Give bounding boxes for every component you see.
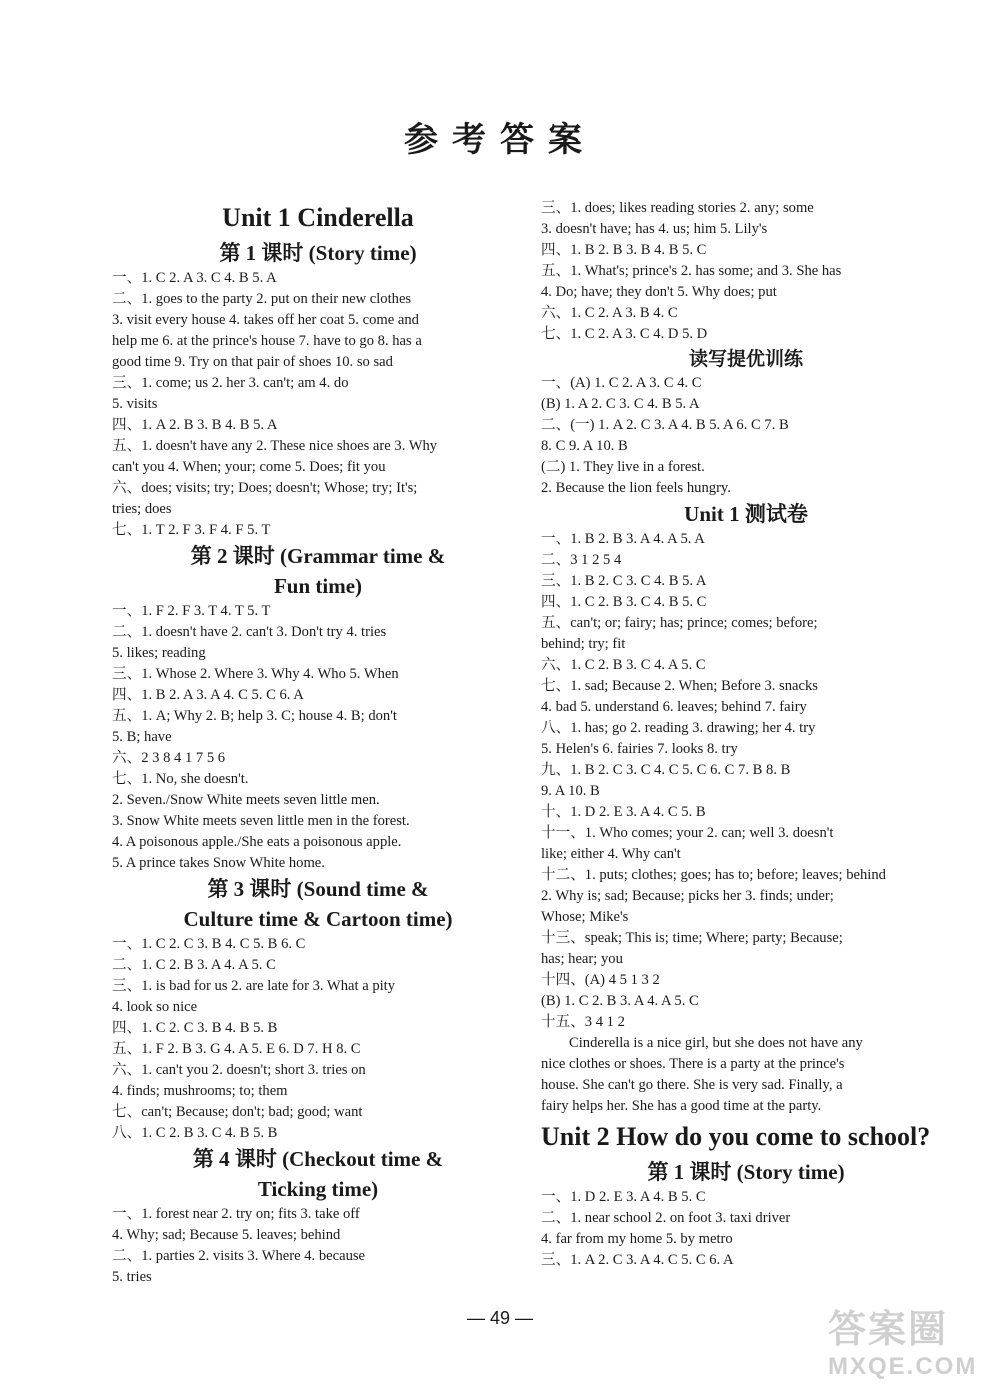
lesson-heading: 第 1 课时 (Story time) (647, 1160, 845, 1184)
answer-line: 四、1. A 2. B 3. B 4. B 5. A (112, 417, 278, 433)
answer-line: 5. visits (112, 396, 158, 412)
lesson-heading: 第 3 课时 (Sound time & (207, 877, 429, 901)
answer-line: 一、1. forest near 2. try on; fits 3. take off (112, 1206, 360, 1222)
lesson-heading: Unit 1 测试卷 (684, 502, 808, 526)
lesson-heading: Ticking time) (257, 1177, 379, 1201)
answer-line: 六、1. can't you 2. doesn't; short 3. tries on (112, 1062, 366, 1078)
page-number: — 49 — (466, 1308, 534, 1328)
answer-line: 2. Because the lion feels hungry. (541, 480, 731, 496)
watermark-logo-text: 答案圈 (828, 1307, 949, 1351)
answer-line: like; either 4. Why can't (541, 846, 681, 862)
answer-line: 十五、3 4 1 2 (541, 1014, 625, 1030)
answer-line: 八、1. has; go 2. reading 3. drawing; her 4. try (541, 720, 816, 736)
answer-line: 五、1. A; Why 2. B; help 3. C; house 4. B; don't (112, 708, 397, 724)
answer-line: 二、3 1 2 5 4 (541, 552, 622, 568)
answer-line: 二、1. C 2. B 3. A 4. A 5. C (112, 957, 276, 973)
answer-line: 二、(一) 1. A 2. C 3. A 4. B 5. A 6. C 7. B (541, 417, 789, 433)
answer-line: 3. doesn't have; has 4. us; him 5. Lily's (541, 221, 768, 237)
answer-line: 十三、speak; This is; time; Where; party; Because; (541, 930, 843, 946)
unit-heading: Unit 1 Cinderella (222, 203, 414, 232)
watermark-url: MXQE.COM (828, 1353, 978, 1380)
answer-line: 五、1. What's; prince's 2. has some; and 3. She has (541, 263, 842, 279)
answer-line: 一、1. F 2. F 3. T 4. T 5. T (112, 603, 271, 619)
answer-line: 5. A prince takes Snow White home. (112, 855, 325, 871)
answer-line: 二、1. doesn't have 2. can't 3. Don't try 4. tries (112, 624, 387, 640)
lesson-heading: 第 2 课时 (Grammar time & (190, 544, 446, 568)
answer-line: house. She can't go there. She is very sad. Finally, a (541, 1077, 843, 1093)
answer-line: 5. Helen's 6. fairies 7. looks 8. try (541, 741, 738, 757)
answer-line: 4. bad 5. understand 6. leaves; behind 7. fairy (541, 699, 807, 715)
answer-line: 四、1. C 2. C 3. B 4. B 5. B (112, 1020, 278, 1036)
answer-line: 五、1. F 2. B 3. G 4. A 5. E 6. D 7. H 8. C (112, 1041, 361, 1057)
answer-line: 一、1. C 2. A 3. C 4. B 5. A (112, 270, 277, 286)
answer-line: 三、1. is bad for us 2. are late for 3. What a pity (112, 978, 396, 994)
answer-line: 七、can't; Because; don't; bad; good; want (112, 1104, 363, 1120)
answer-line: 七、1. C 2. A 3. C 4. D 5. D (541, 326, 708, 342)
lesson-heading: Culture time & Cartoon time) (183, 907, 453, 931)
answer-line: 三、1. B 2. C 3. C 4. B 5. A (541, 573, 707, 589)
answer-line: 4. A poisonous apple./She eats a poisonous apple. (112, 834, 402, 850)
answer-line: 一、1. B 2. B 3. A 4. A 5. A (541, 531, 705, 547)
answer-line: 9. A 10. B (541, 783, 600, 799)
answer-line: 一、(A) 1. C 2. A 3. C 4. C (541, 375, 702, 391)
answer-line: 二、1. near school 2. on foot 3. taxi driver (541, 1210, 791, 1226)
answer-line: 3. visit every house 4. takes off her coat 5. come and (112, 312, 419, 328)
answer-line: (B) 1. C 2. B 3. A 4. A 5. C (541, 993, 699, 1009)
left-column (112, 198, 524, 1288)
answer-line: 三、1. A 2. C 3. A 4. C 5. C 6. A (541, 1252, 734, 1268)
watermark (828, 1298, 998, 1394)
answer-line: Whose; Mike's (541, 909, 629, 925)
answer-line: 七、1. sad; Because 2. When; Before 3. snacks (541, 678, 818, 694)
answer-line: 五、can't; or; fairy; has; prince; comes; before; (541, 615, 818, 631)
section-heading: 读写提优训练 (688, 348, 803, 370)
answer-line: can't you 4. When; your; come 5. Does; fit you (112, 459, 386, 475)
answer-line: 4. Why; sad; Because 5. leaves; behind (112, 1227, 341, 1243)
answer-line: 三、1. does; likes reading stories 2. any; some (541, 200, 814, 216)
answer-line: 四、1. B 2. B 3. B 4. B 5. C (541, 242, 707, 258)
answer-line: 5. tries (112, 1269, 152, 1285)
answer-line: 4. Do; have; they don't 5. Why does; put (541, 284, 777, 300)
answer-line: help me 6. at the prince's house 7. have to go 8. has a (112, 333, 422, 349)
answer-line: 八、1. C 2. B 3. C 4. B 5. B (112, 1125, 278, 1141)
answer-line: (二) 1. They live in a forest. (541, 459, 705, 475)
answer-line: 七、1. No, she doesn't. (112, 771, 249, 787)
answer-line: 一、1. D 2. E 3. A 4. B 5. C (541, 1189, 706, 1205)
answer-line: 十一、1. Who comes; your 2. can; well 3. doesn't (541, 825, 834, 841)
answer-line: 十四、(A) 4 5 1 3 2 (541, 972, 660, 988)
answer-line: 六、2 3 8 4 1 7 5 6 (112, 750, 226, 766)
answer-line: 二、1. parties 2. visits 3. Where 4. because (112, 1248, 366, 1264)
answer-line: good time 9. Try on that pair of shoes 10. so sad (112, 354, 393, 370)
answer-line: 九、1. B 2. C 3. C 4. C 5. C 6. C 7. B 8. B (541, 762, 791, 778)
answer-line: behind; try; fit (541, 636, 626, 652)
answer-line: 四、1. C 2. B 3. C 4. B 5. C (541, 594, 707, 610)
right-column (541, 198, 951, 1271)
lesson-heading: Fun time) (273, 574, 363, 598)
answer-line: 2. Seven./Snow White meets seven little men. (112, 792, 380, 808)
answer-line: tries; does (112, 501, 172, 517)
passage-line: Cinderella is a nice girl, but she does not have any (569, 1035, 863, 1051)
answer-line: fairy helps her. She has a good time at the party. (541, 1098, 822, 1114)
answer-line: 二、1. goes to the party 2. put on their new clothes (112, 291, 412, 307)
answer-line: 十、1. D 2. E 3. A 4. C 5. B (541, 804, 706, 820)
answer-line: 六、1. C 2. A 3. B 4. C (541, 305, 678, 321)
page-title: 参考答案 (404, 120, 596, 160)
answer-line: 七、1. T 2. F 3. F 4. F 5. T (112, 522, 271, 538)
answer-line: 三、1. come; us 2. her 3. can't; am 4. do (112, 375, 349, 391)
answer-line: 4. look so nice (112, 999, 198, 1015)
answer-line: 3. Snow White meets seven little men in the forest. (112, 813, 410, 829)
answer-line: 三、1. Whose 2. Where 3. Why 4. Who 5. When (112, 666, 399, 682)
answer-line: 六、does; visits; try; Does; doesn't; Whose; try; It's; (112, 480, 418, 496)
answer-line: 5. likes; reading (112, 645, 206, 661)
answer-line: has; hear; you (541, 951, 623, 967)
lesson-heading: 第 4 课时 (Checkout time & (192, 1147, 444, 1171)
answer-line: 一、1. C 2. C 3. B 4. C 5. B 6. C (112, 936, 306, 952)
answer-line: 4. far from my home 5. by metro (541, 1231, 733, 1247)
unit-heading: Unit 2 How do you come to school? (541, 1122, 931, 1151)
answer-line: 五、1. doesn't have any 2. These nice shoes are 3. Why (112, 438, 438, 454)
answer-line: 8. C 9. A 10. B (541, 438, 628, 454)
lesson-heading: 第 1 课时 (Story time) (219, 241, 417, 265)
answer-line: nice clothes or shoes. There is a party at the prince's (541, 1056, 845, 1072)
answer-line: 5. B; have (112, 729, 172, 745)
answer-line: 4. finds; mushrooms; to; them (112, 1083, 288, 1099)
answer-line: 2. Why is; sad; Because; picks her 3. finds; under; (541, 888, 834, 904)
answer-line: 十二、1. puts; clothes; goes; has to; before; leaves; behind (541, 867, 886, 883)
answer-line: (B) 1. A 2. C 3. C 4. B 5. A (541, 396, 700, 412)
answer-line: 四、1. B 2. A 3. A 4. C 5. C 6. A (112, 687, 304, 703)
answer-line: 六、1. C 2. B 3. C 4. A 5. C (541, 657, 706, 673)
